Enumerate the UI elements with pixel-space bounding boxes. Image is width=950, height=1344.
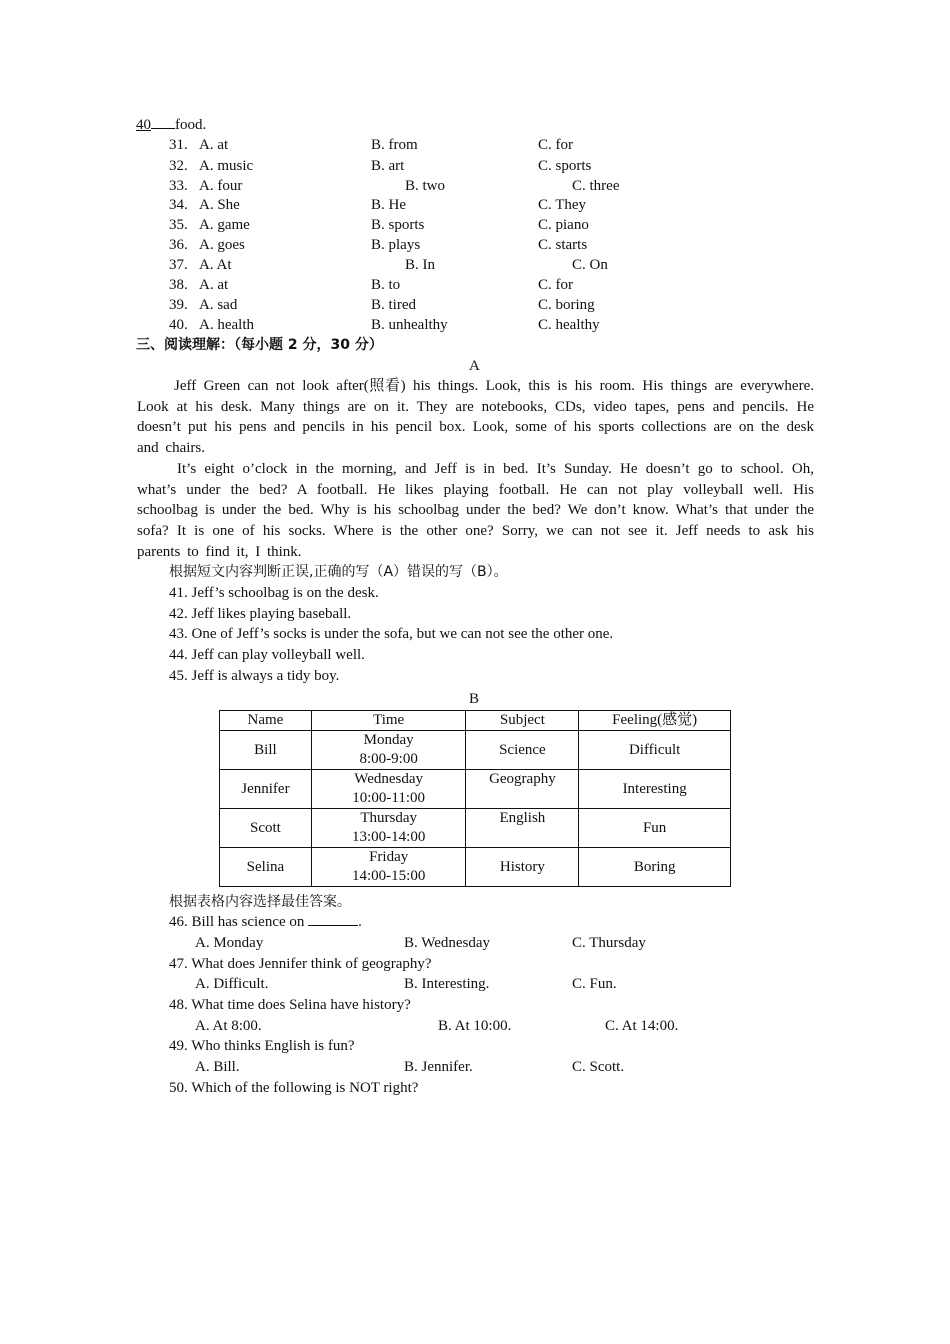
option-b: B. two: [405, 178, 446, 194]
cell-feeling: Boring: [579, 848, 731, 887]
statement-44: 44. Jeff can play volleyball well.: [169, 647, 365, 663]
option-b: B. tired: [371, 297, 416, 313]
q48-option-b: B. At 10:00.: [438, 1018, 512, 1034]
option-num: 40.: [169, 317, 188, 333]
cloze-tail-text: food.: [175, 117, 207, 133]
cell-hours: 14:00-15:00: [351, 868, 426, 884]
option-b: B. He: [371, 197, 406, 213]
answer-blank: [308, 913, 358, 926]
q49-option-a: A. Bill.: [195, 1059, 240, 1075]
table-row: [220, 809, 731, 848]
cell-day: Thursday: [360, 810, 417, 826]
cell-time: [311, 731, 466, 770]
q46-option-a: A. Monday: [195, 935, 264, 951]
option-b: B. to: [371, 277, 401, 293]
section-heading: 三、阅读理解：（每小题 2 分，30 分）: [136, 337, 383, 353]
table-row: [220, 731, 731, 770]
cell-hours: 8:00-9:00: [359, 751, 418, 767]
cell-feeling: Difficult: [579, 731, 731, 770]
cell-hours: 13:00-14:00: [351, 829, 426, 845]
q47-option-a: A. Difficult.: [195, 976, 269, 992]
option-num: 37.: [169, 257, 188, 273]
cell-feeling: Interesting: [579, 770, 731, 809]
statement-42: 42. Jeff likes playing baseball.: [169, 606, 352, 622]
option-a: A. at: [199, 137, 229, 153]
q47-option-b: B. Interesting.: [404, 976, 490, 992]
option-num: 34.: [169, 197, 188, 213]
q48-option-c: C. At 14:00.: [605, 1018, 679, 1034]
column-header: Feeling(感觉): [579, 711, 731, 731]
question-tail: .: [358, 914, 362, 930]
option-c: C. three: [572, 178, 620, 194]
option-c: C. On: [572, 257, 608, 273]
statement-43: 43. One of Jeff’s socks is under the sofa, but we can not see the other one.: [169, 626, 614, 642]
option-num: 32.: [169, 158, 188, 174]
instruction-true-false: 根据短文内容判断正误,正确的写（A）错误的写（B）。: [169, 564, 508, 580]
option-c: C. They: [538, 197, 587, 213]
column-header: Name: [220, 711, 312, 731]
option-a: A. goes: [199, 237, 245, 253]
column-header: Time: [311, 711, 466, 731]
table-row: [220, 848, 731, 887]
question-46: [169, 913, 362, 931]
statement-45: 45. Jeff is always a tidy boy.: [169, 668, 340, 684]
option-a: A. at: [199, 277, 229, 293]
question-text: 46. Bill has science on: [169, 914, 305, 930]
option-num: 38.: [169, 277, 188, 293]
passage-a-paragraph-1: Jeff Green can not look after(照看) his things. Look, this is his room. His things are everywhere. Look at his desk. Many things are on it. They are notebooks, CDs, video tapes, pens and pencils. He doesn’t put his pens and pencils in his pencil box. Look, some of his sports collections are on the desk and chairs.: [137, 378, 814, 457]
cloze-tail-line: [136, 116, 206, 134]
statement-41: 41. Jeff’s schoolbag is on the desk.: [169, 585, 379, 601]
option-b: B. sports: [371, 217, 425, 233]
cell-day: Wednesday: [354, 771, 424, 787]
option-num: 31.: [169, 137, 188, 153]
cell-name: Jennifer: [220, 770, 312, 809]
cell-day: Friday: [369, 849, 409, 865]
option-num: 35.: [169, 217, 188, 233]
passage-a: [137, 376, 814, 562]
question-49: 49. Who thinks English is fun?: [169, 1038, 355, 1054]
option-c: C. starts: [538, 237, 588, 253]
q49-option-c: C. Scott.: [572, 1059, 625, 1075]
cell-subject: English: [466, 809, 579, 848]
option-b: B. art: [371, 158, 405, 174]
option-a: A. health: [199, 317, 254, 333]
cell-time: [311, 848, 466, 887]
option-num: 39.: [169, 297, 188, 313]
q49-option-b: B. Jennifer.: [404, 1059, 473, 1075]
option-num: 33.: [169, 178, 188, 194]
passage-b-label: B: [469, 691, 480, 707]
option-a: A. At: [199, 257, 232, 273]
table-header-row: [220, 711, 731, 731]
option-c: C. healthy: [538, 317, 600, 333]
table-row: [220, 770, 731, 809]
cell-time: [311, 770, 466, 809]
cell-name: Scott: [220, 809, 312, 848]
option-b: B. unhealthy: [371, 317, 448, 333]
cell-subject: Science: [466, 731, 579, 770]
option-c: C. for: [538, 137, 573, 153]
option-a: A. She: [199, 197, 240, 213]
option-b: B. In: [405, 257, 435, 273]
cell-day: Monday: [363, 732, 414, 748]
q48-option-a: A. At 8:00.: [195, 1018, 262, 1034]
cell-hours: 10:00-11:00: [352, 790, 426, 806]
cell-time: [311, 809, 466, 848]
q47-option-c: C. Fun.: [572, 976, 617, 992]
instruction-multiple-choice: 根据表格内容选择最佳答案。: [169, 894, 351, 910]
passage-a-paragraph-2: It’s eight o’clock in the morning, and Jeff is in bed. It’s Sunday. He doesn’t go to school. Oh, what’s under the bed? A football. He likes playing football. He can not play volleyball well. His schoolbag is under the bed. Why is his schoolbag under the bed? We don’t know. What’s that under the sofa? It is one of his socks. Where is the other one? Sorry, we can not see it. Jeff needs to ask his parents to find it, I think.: [137, 460, 814, 560]
option-c: C. piano: [538, 217, 589, 233]
option-c: C. sports: [538, 158, 592, 174]
option-a: A. game: [199, 217, 250, 233]
passage-a-label: A: [469, 358, 480, 374]
question-50: 50. Which of the following is NOT right?: [169, 1080, 419, 1096]
question-47: 47. What does Jennifer think of geography?: [169, 956, 432, 972]
option-a: A. four: [199, 178, 243, 194]
question-48: 48. What time does Selina have history?: [169, 997, 411, 1013]
cell-subject: History: [466, 848, 579, 887]
cell-feeling: Fun: [579, 809, 731, 848]
q46-option-b: B. Wednesday: [404, 935, 491, 951]
option-a: A. music: [199, 158, 254, 174]
q46-option-c: C. Thursday: [572, 935, 646, 951]
option-c: C. for: [538, 277, 573, 293]
option-c: C. boring: [538, 297, 595, 313]
blank-number: 40: [136, 117, 151, 133]
column-header: Subject: [466, 711, 579, 731]
option-a: A. sad: [199, 297, 238, 313]
option-b: B. plays: [371, 237, 421, 253]
cell-subject: Geography: [466, 770, 579, 809]
option-b: B. from: [371, 137, 418, 153]
schedule-table: [219, 710, 731, 887]
option-num: 36.: [169, 237, 188, 253]
cell-name: Bill: [220, 731, 312, 770]
cell-name: Selina: [220, 848, 312, 887]
